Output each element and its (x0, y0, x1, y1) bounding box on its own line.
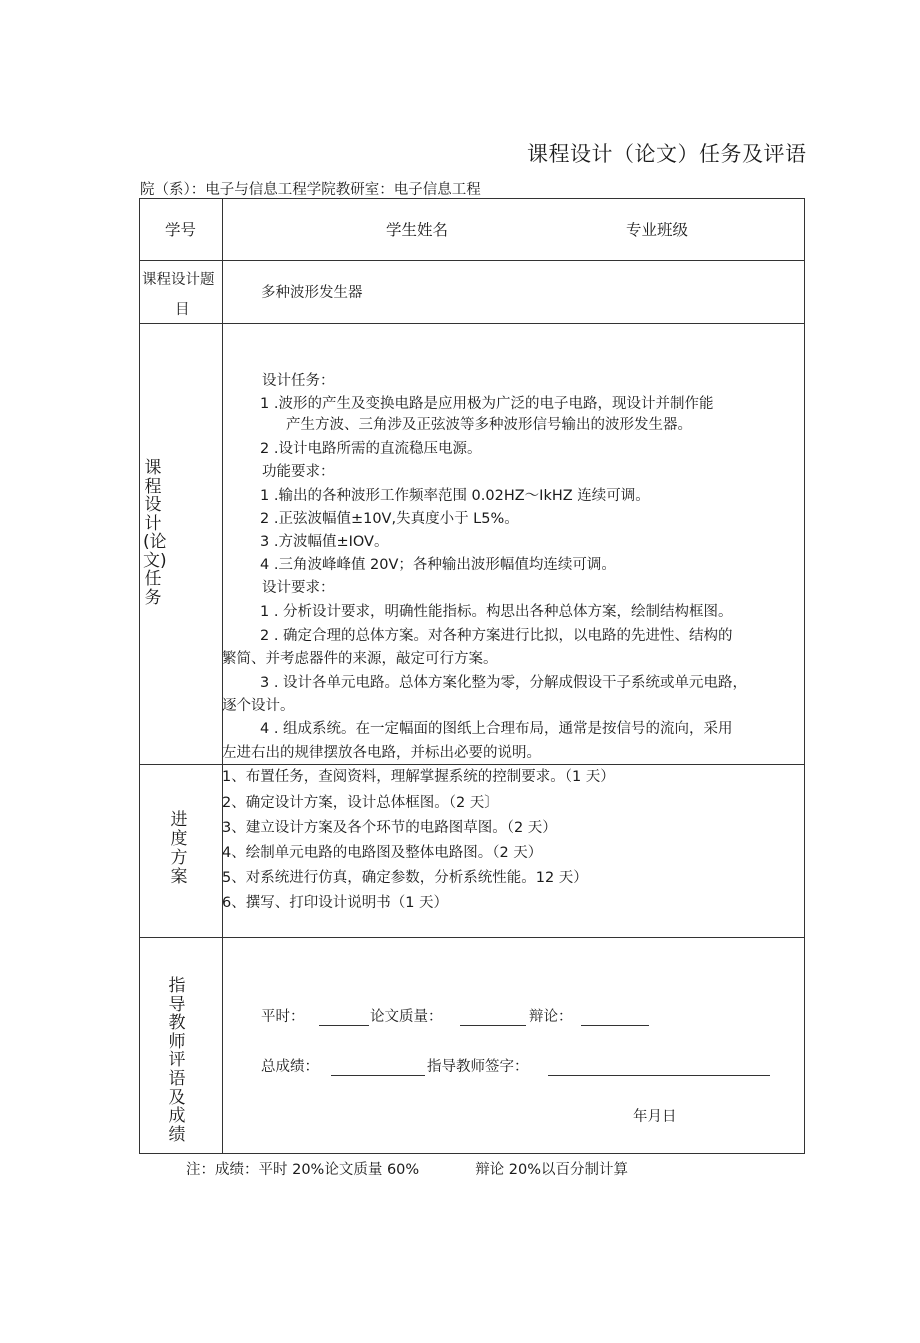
column-divider (222, 199, 223, 1153)
task-line: 4 . 组成系统。在一定幅面的图纸上合理布局，通常是按信号的流向，采用 (260, 721, 733, 737)
task-line: 设计任务： (262, 373, 335, 389)
quality-score-field[interactable] (460, 1011, 526, 1026)
defense-score-field[interactable] (581, 1011, 649, 1026)
topic-label-line1: 课程设计题 (142, 272, 215, 288)
task-line: 2 .正弦波幅值±10V,失真度小于 L5%。 (260, 511, 519, 527)
date-label: 年月日 (633, 1109, 677, 1125)
task-line: 功能要求： (262, 464, 335, 480)
signature-field[interactable] (548, 1061, 770, 1076)
task-line: 设计要求： (262, 580, 335, 596)
total-score-label: 总成绩： (261, 1059, 319, 1075)
footnote-part1: 注：成绩：平时 20%论文质量 60% (186, 1162, 420, 1178)
footnote-part2: 辩论 20%以百分制计算 (475, 1162, 629, 1178)
row-divider (140, 764, 804, 765)
total-score-field[interactable] (331, 1061, 425, 1076)
row-divider (140, 323, 804, 324)
task-line: 4 .三角波峰峰值 20V；各种输出波形幅值均连续可调。 (260, 557, 616, 573)
task-line: 产生方波、三角涉及正弦波等多种波形信号输出的波形发生器。 (286, 417, 692, 433)
schedule-line: 5、对系统进行仿真，确定参数，分析系统性能。12 天） (222, 870, 588, 886)
topic-label-line2: 目 (175, 302, 190, 318)
task-line: 3 .方波幅值±IOV。 (260, 534, 389, 550)
schedule-label: 进度方案 (170, 810, 188, 887)
task-line: 2 .设计电路所需的直流稳压电源。 (260, 441, 482, 457)
task-line: 1 . 分析设计要求，明确性能指标。构思出各种总体方案，绘制结构框图。 (260, 604, 733, 620)
review-label: 指导教师评语及成绩 (168, 976, 186, 1145)
task-line: 逐个设计。 (222, 698, 295, 714)
task-line: 2 . 确定合理的总体方案。对各种方案进行比拟，以电路的先进性、结构的 (260, 628, 733, 644)
row-divider (140, 260, 804, 261)
department-line: 院（系）：电子与信息工程学院教研室：电子信息工程 (140, 182, 481, 198)
task-table (139, 198, 805, 1154)
task-line: 繁简、并考虑器件的来源，敲定可行方案。 (222, 651, 498, 667)
row-divider (140, 937, 804, 938)
page-title: 课程设计（论文）任务及评语 (527, 142, 807, 166)
quality-score-label: 论文质量： (370, 1009, 443, 1025)
task-line: 1 .输出的各种波形工作频率范围 0.02HZ〜IkHZ 连续可调。 (260, 488, 650, 504)
signature-label: 指导教师签字： (427, 1059, 529, 1075)
task-line: 1 .波形的产生及变换电路是应用极为广泛的电子电路，现设计并制作能 (260, 396, 714, 412)
topic-value: 多种波形发生器 (261, 285, 363, 301)
schedule-line: 1、布置任务，查阅资料，理解掌握系统的控制要求。（1 天） (222, 769, 615, 785)
task-label: 课程设计(论文)任务 (143, 458, 167, 608)
task-line: 3 . 设计各单元电路。总体方案化整为零，分解成假设干子系统或单元电路， (260, 675, 748, 691)
usual-score-field[interactable] (319, 1011, 369, 1026)
schedule-line: 3、建立设计方案及各个环节的电路图草图。（2 天） (222, 820, 557, 836)
defense-score-label: 辩论： (529, 1009, 573, 1025)
schedule-line: 4、绘制单元电路的电路图及整体电路图。（2 天） (222, 845, 543, 861)
student-id-label: 学号 (165, 221, 197, 239)
student-name-label: 学生姓名 (386, 221, 449, 239)
task-line: 左进右出的规律摆放各电路，并标出必要的说明。 (222, 745, 541, 761)
usual-score-label: 平时： (261, 1009, 305, 1025)
schedule-line: 6、撰写、打印设计说明书（1 天） (222, 895, 449, 911)
schedule-line: 2、确定设计方案，设计总体框图。（2 天〕 (222, 795, 499, 811)
class-label: 专业班级 (626, 221, 689, 239)
footnote (186, 1158, 628, 1179)
